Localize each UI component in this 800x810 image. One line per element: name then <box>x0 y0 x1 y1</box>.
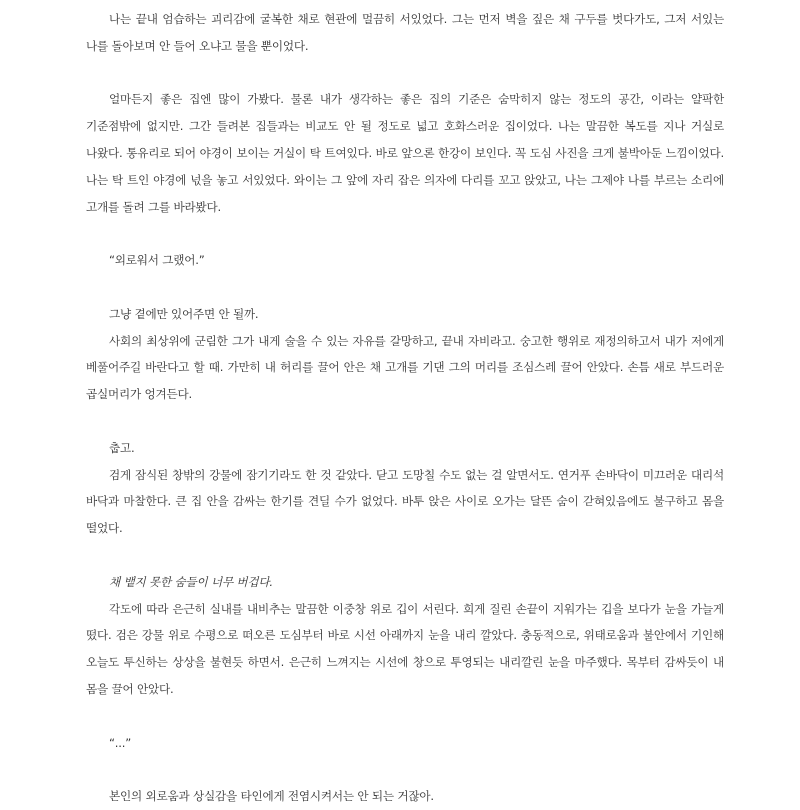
paragraph-gap <box>86 60 724 87</box>
paragraph-gap <box>86 703 724 730</box>
paragraph-window: 각도에 따라 은근히 실내를 내비추는 말끔한 이중창 위로 깁이 서린다. 희게 질린 손끝이 지워가는 깁을 보다가 눈을 가늘게 떴다. 검은 강물 위로 수평으로 떠오른 도심부터 바로 시선 아래까지 눈을 내리 깔았다. 충동적으로, 위태로움과 불안에서 기인해 오늘도 투신하는 상상을 불현듯 하면서. 은근히 느껴지는 시선에 창으로 투영되는 내리깔린 눈을 마주했다. 목부터 감싸듯이 내 몸을 끌어 안았다. <box>86 601 724 696</box>
paragraph-stay-by-me: 그냥 곁에만 있어주면 안 될까. <box>109 306 259 321</box>
dialogue-lonely: “외로워서 그랬어.” <box>109 253 205 268</box>
paragraph-gap <box>86 274 724 301</box>
document-body <box>86 6 724 810</box>
paragraph-breath: 채 뱉지 못한 숨들이 너무 버겁다. <box>109 574 273 589</box>
paragraph-loneliness: 본인의 외로움과 상실감을 타인에게 전염시켜서는 안 되는 거잖아. <box>109 789 434 804</box>
paragraph-gap <box>86 220 724 247</box>
paragraph-river: 검게 잠식된 창밖의 강물에 잠기기라도 한 것 같았다. 닫고 도망칠 수도 없는 걸 알면서도. 연거푸 손바닥이 미끄러운 대리석 바닥과 마찰한다. 큰 집 안을 감싸는 한기를 견딜 수가 없었다. 바투 앉은 사이로 오가는 달뜬 숨이 갇혀있음에도 불구하고 몸을 떨었다. <box>86 467 724 536</box>
dialogue-ellipsis: “...” <box>109 735 132 750</box>
paragraph-society: 사회의 최상위에 군림한 그가 내게 술을 수 있는 자유를 갈망하고, 끝내 자비라고. 숭고한 행위로 재정의하고서 내가 저에게 베풀어주길 바란다고 할 때. 가만히 내 허리를 끌어 안은 채 고개를 기댄 그의 머리를 조심스레 끌어 안았다. 손틈 새로 부드러운 곱실머리가 엉겨든다. <box>86 333 724 402</box>
paragraph-entrance: 나는 끝내 엄습하는 괴리감에 굴복한 채로 현관에 멀끔히 서있었다. 그는 먼저 벽을 짚은 채 구두를 벗다가도, 그저 서있는 나를 돌아보며 안 들어 오냐고 물을 뿐이었다. <box>86 12 724 53</box>
paragraph-gap <box>86 408 724 435</box>
paragraph-cold: 춥고. <box>109 440 135 455</box>
paragraph-gap <box>86 756 724 783</box>
paragraph-living-room: 얼마든지 좋은 집엔 많이 가봤다. 물론 내가 생각하는 좋은 집의 기준은 숨막히지 않는 정도의 공간, 이라는 얄팍한 기준점밖에 없지만. 그간 들려본 집들과는 비교도 안 될 정도로 넓고 호화스러운 집이었다. 나는 말끔한 복도를 지나 거실로 나왔다. 통유리로 되어 야경이 보이는 거실이 탁 트여있다. 바로 앞으론 한강이 보인다. 꼭 도심 사진을 크게 불박아둔 느낌이었다. 나는 탁 트인 야경에 넋을 놓고 서있었다. 와이는 그 앞에 자리 잡은 의자에 다리를 꼬고 앉았고, 나는 그제야 나를 부르는 소리에 고개를 돌려 그를 바라봤다. <box>86 92 724 214</box>
paragraph-gap <box>86 542 724 569</box>
